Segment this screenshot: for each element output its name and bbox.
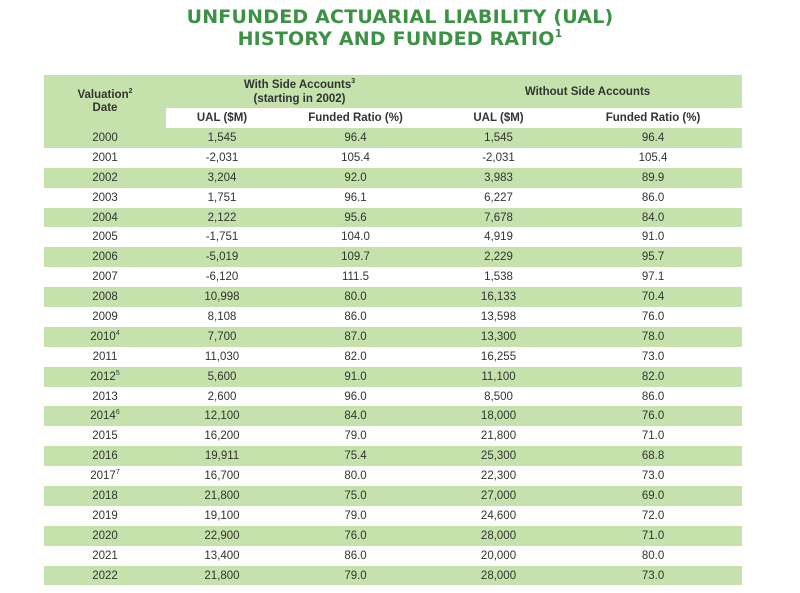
valuation-year: 2021: [92, 549, 118, 562]
title-line-2: [0, 28, 800, 50]
valuation-date-cell: [44, 307, 166, 327]
ual-without-cell: 13,300: [433, 327, 564, 347]
ratio-without-header: Funded Ratio (%): [564, 108, 742, 128]
ratio-with-cell: 80.0: [278, 466, 433, 486]
ual-with-cell: 3,204: [166, 168, 278, 188]
ual-with-cell: 7,700: [166, 327, 278, 347]
ratio-with-cell: 84.0: [278, 406, 433, 426]
ual-with-cell: 21,800: [166, 566, 278, 586]
table-row: [44, 367, 742, 387]
ual-with-cell: -2,031: [166, 148, 278, 168]
ual-without-cell: 21,800: [433, 426, 564, 446]
ratio-with-cell: 96.1: [278, 188, 433, 208]
ratio-with-cell: 109.7: [278, 247, 433, 267]
ratio-with-cell: 92.0: [278, 168, 433, 188]
ratio-with-cell: 111.5: [278, 267, 433, 287]
ual-with-cell: 2,122: [166, 208, 278, 228]
table-row: [44, 267, 742, 287]
table-row: [44, 426, 742, 446]
table-row: [44, 168, 742, 188]
table-row: [44, 486, 742, 506]
valuation-date-cell: [44, 526, 166, 546]
table-row: [44, 208, 742, 228]
table-row: [44, 566, 742, 586]
ual-with-cell: 19,911: [166, 446, 278, 466]
valuation-year: 2012: [90, 370, 116, 383]
valuation-year: 2000: [92, 131, 118, 144]
valuation-footnote-marker: 2: [128, 87, 133, 95]
ratio-with-cell: 75.4: [278, 446, 433, 466]
table-row: [44, 247, 742, 267]
ratio-with-cell: 79.0: [278, 566, 433, 586]
ual-with-cell: 10,998: [166, 287, 278, 307]
ual-without-cell: 28,000: [433, 526, 564, 546]
footnote-marker: 6: [115, 409, 120, 417]
with-side-subtitle: (starting in 2002): [253, 92, 346, 105]
ual-without-cell: 7,678: [433, 208, 564, 228]
ual-with-cell: 13,400: [166, 546, 278, 566]
valuation-date-cell: [44, 227, 166, 247]
ual-without-cell: 24,600: [433, 506, 564, 526]
table-row: [44, 307, 742, 327]
valuation-year: 2009: [92, 310, 118, 323]
ratio-without-cell: 72.0: [564, 506, 742, 526]
ual-without-cell: 16,133: [433, 287, 564, 307]
table-row: [44, 128, 742, 148]
valuation-year: 2004: [92, 211, 118, 224]
ual-with-cell: 21,800: [166, 486, 278, 506]
ratio-without-cell: 84.0: [564, 208, 742, 228]
ual-with-cell: 11,030: [166, 347, 278, 367]
table-row: [44, 327, 742, 347]
ratio-without-cell: 68.8: [564, 446, 742, 466]
valuation-date-cell: [44, 546, 166, 566]
ual-with-cell: 1,545: [166, 128, 278, 148]
ratio-with-cell: 95.6: [278, 208, 433, 228]
ual-without-cell: 6,227: [433, 188, 564, 208]
with-side-footnote-marker: 3: [351, 77, 356, 85]
ual-without-cell: 8,500: [433, 387, 564, 407]
valuation-date-cell: [44, 188, 166, 208]
ratio-without-cell: 82.0: [564, 367, 742, 387]
table-row: [44, 526, 742, 546]
valuation-year: 2019: [92, 509, 118, 522]
ual-with-cell: 8,108: [166, 307, 278, 327]
ual-without-cell: 25,300: [433, 446, 564, 466]
ual-without-cell: 2,229: [433, 247, 564, 267]
ual-without-cell: 16,255: [433, 347, 564, 367]
ual-without-cell: 28,000: [433, 566, 564, 586]
valuation-year: 2008: [92, 291, 118, 304]
table-row: [44, 148, 742, 168]
ratio-without-cell: 89.9: [564, 168, 742, 188]
ratio-without-cell: 80.0: [564, 546, 742, 566]
ual-without-cell: 4,919: [433, 227, 564, 247]
ratio-without-cell: 78.0: [564, 327, 742, 347]
ratio-with-cell: 86.0: [278, 307, 433, 327]
table-row: [44, 188, 742, 208]
title-line-1: UNFUNDED ACTUARIAL LIABILITY (UAL): [186, 6, 614, 28]
valuation-year: 2013: [92, 390, 118, 403]
ual-with-cell: 16,200: [166, 426, 278, 446]
valuation-date-cell: [44, 566, 166, 586]
ual-with-cell: 19,100: [166, 506, 278, 526]
valuation-label: Valuation: [77, 88, 129, 101]
ratio-with-cell: 96.4: [278, 128, 433, 148]
ual-without-cell: 1,538: [433, 267, 564, 287]
ual-with-cell: -5,019: [166, 247, 278, 267]
valuation-date-cell: [44, 168, 166, 188]
without-side-label: Without Side Accounts: [524, 85, 651, 98]
ratio-with-cell: 80.0: [278, 287, 433, 307]
ratio-with-cell: 96.0: [278, 387, 433, 407]
ual-history-table: [44, 75, 742, 585]
valuation-year: 2014: [90, 410, 116, 423]
valuation-year: 2017: [90, 470, 116, 483]
ratio-with-header: Funded Ratio (%): [278, 108, 433, 128]
valuation-date-cell: [44, 486, 166, 506]
ratio-without-cell: 69.0: [564, 486, 742, 506]
valuation-date-cell: [44, 327, 166, 347]
ual-without-cell: 18,000: [433, 406, 564, 426]
title-footnote-marker: 1: [554, 27, 563, 40]
ratio-without-cell: 76.0: [564, 406, 742, 426]
valuation-date-cell: [44, 247, 166, 267]
ratio-without-cell: 86.0: [564, 387, 742, 407]
valuation-year: 2006: [92, 251, 118, 264]
valuation-year: 2016: [92, 450, 118, 463]
footnote-marker: 5: [115, 369, 120, 377]
ratio-with-cell: 76.0: [278, 526, 433, 546]
ratio-without-cell: 95.7: [564, 247, 742, 267]
valuation-date-cell: [44, 506, 166, 526]
valuation-year: 2018: [92, 489, 118, 502]
valuation-date-cell: [44, 406, 166, 426]
date-label: Date: [92, 101, 118, 114]
ual-without-cell: 3,983: [433, 168, 564, 188]
valuation-date-cell: [44, 347, 166, 367]
ratio-without-cell: 96.4: [564, 128, 742, 148]
ual-without-cell: -2,031: [433, 148, 564, 168]
ual-with-cell: 12,100: [166, 406, 278, 426]
valuation-date-cell: [44, 446, 166, 466]
ratio-with-cell: 82.0: [278, 347, 433, 367]
footnote-marker: 7: [115, 469, 120, 477]
ratio-without-cell: 76.0: [564, 307, 742, 327]
ratio-with-cell: 105.4: [278, 148, 433, 168]
valuation-date-cell: [44, 128, 166, 148]
ual-without-cell: 13,598: [433, 307, 564, 327]
ual-with-cell: 16,700: [166, 466, 278, 486]
ual-with-cell: 1,751: [166, 188, 278, 208]
ratio-without-cell: 73.0: [564, 347, 742, 367]
valuation-date-header: [44, 75, 166, 128]
without-side-accounts-header: [433, 75, 742, 108]
ual-with-cell: -1,751: [166, 227, 278, 247]
page-title: [0, 6, 800, 50]
ratio-without-cell: 73.0: [564, 466, 742, 486]
title-line-2-text: HISTORY AND FUNDED RATIO: [237, 28, 555, 50]
table-row: [44, 446, 742, 466]
valuation-date-cell: [44, 208, 166, 228]
table-row: [44, 546, 742, 566]
ual-without-cell: 20,000: [433, 546, 564, 566]
ratio-with-cell: 87.0: [278, 327, 433, 347]
valuation-date-cell: [44, 267, 166, 287]
valuation-date-cell: [44, 287, 166, 307]
table-body: [44, 128, 742, 585]
footnote-marker: 4: [115, 329, 120, 337]
ual-without-header: UAL ($M): [433, 108, 564, 128]
ratio-without-cell: 70.4: [564, 287, 742, 307]
ratio-with-cell: 79.0: [278, 426, 433, 446]
with-side-label: With Side Accounts: [243, 78, 352, 91]
table-row: [44, 347, 742, 367]
table-row: [44, 287, 742, 307]
valuation-year: 2002: [92, 171, 118, 184]
valuation-date-cell: [44, 466, 166, 486]
ual-without-cell: 1,545: [433, 128, 564, 148]
table-row: [44, 227, 742, 247]
ratio-without-cell: 71.0: [564, 526, 742, 546]
valuation-date-cell: [44, 387, 166, 407]
ratio-without-cell: 105.4: [564, 148, 742, 168]
valuation-year: 2020: [92, 529, 118, 542]
table-row: [44, 466, 742, 486]
ual-with-cell: 2,600: [166, 387, 278, 407]
valuation-year: 2010: [90, 330, 116, 343]
valuation-date-cell: [44, 148, 166, 168]
table-row: [44, 387, 742, 407]
ratio-without-cell: 86.0: [564, 188, 742, 208]
ratio-with-cell: 104.0: [278, 227, 433, 247]
ual-with-cell: -6,120: [166, 267, 278, 287]
ual-with-cell: 22,900: [166, 526, 278, 546]
ratio-with-cell: 75.0: [278, 486, 433, 506]
ual-without-cell: 22,300: [433, 466, 564, 486]
ratio-with-cell: 91.0: [278, 367, 433, 387]
ratio-with-cell: 86.0: [278, 546, 433, 566]
table-row: [44, 406, 742, 426]
valuation-year: 2007: [92, 271, 118, 284]
valuation-year: 2001: [92, 151, 118, 164]
ratio-without-cell: 97.1: [564, 267, 742, 287]
ual-with-cell: 5,600: [166, 367, 278, 387]
valuation-year: 2003: [92, 191, 118, 204]
ratio-without-cell: 91.0: [564, 227, 742, 247]
ual-without-cell: 27,000: [433, 486, 564, 506]
ual-without-cell: 11,100: [433, 367, 564, 387]
valuation-date-cell: [44, 426, 166, 446]
valuation-year: 2015: [92, 430, 118, 443]
with-side-accounts-header: [166, 75, 433, 108]
ratio-without-cell: 73.0: [564, 566, 742, 586]
ratio-with-cell: 79.0: [278, 506, 433, 526]
ual-with-header: UAL ($M): [166, 108, 278, 128]
valuation-year: 2005: [92, 231, 118, 244]
valuation-year: 2022: [92, 569, 118, 582]
valuation-year: 2011: [92, 350, 118, 363]
ratio-without-cell: 71.0: [564, 426, 742, 446]
valuation-date-cell: [44, 367, 166, 387]
table-row: [44, 506, 742, 526]
